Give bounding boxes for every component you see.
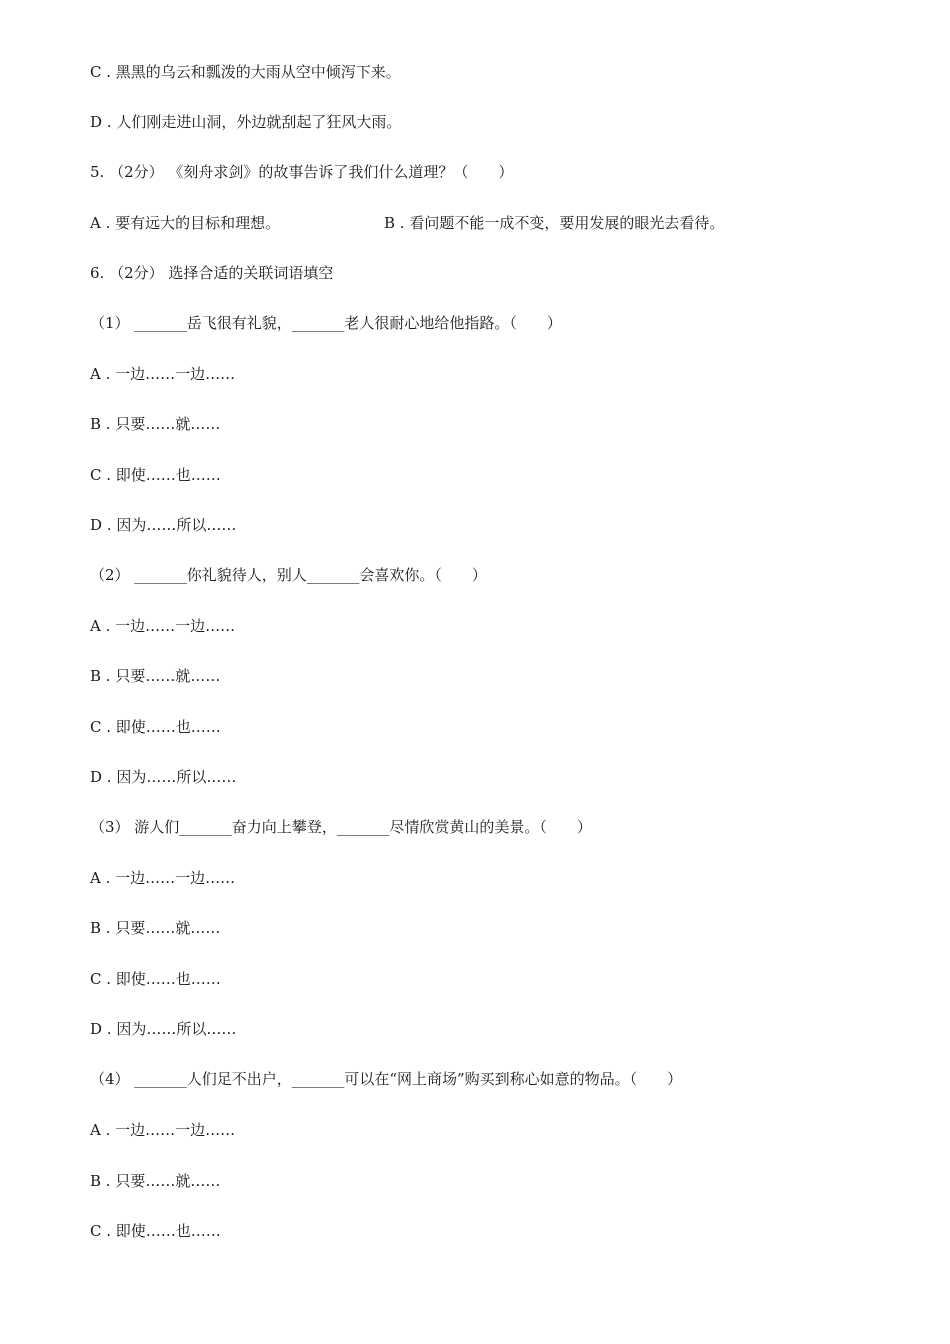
q6-sub4-option-b: B . 只要……就…… [90, 1172, 221, 1190]
q6-sub3-option-a: A . 一边……一边…… [90, 869, 236, 887]
q6-sub2-option-c: C . 即使……也…… [90, 718, 221, 736]
q6-sub1-option-c: C . 即使……也…… [90, 466, 221, 484]
q6-stem: 6. （2分） 选择合适的关联词语填空 [90, 264, 334, 282]
q4-option-d: D . 人们刚走进山洞，外边就刮起了狂风大雨。 [90, 113, 402, 131]
q6-sub3-option-c: C . 即使……也…… [90, 970, 221, 988]
q6-sub1-option-d: D . 因为……所以…… [90, 516, 237, 534]
q6-sub2-option-a: A . 一边……一边…… [90, 617, 236, 635]
q6-sub4-option-a: A . 一边……一边…… [90, 1121, 236, 1139]
q5-option-b: B . 看问题不能一成不变，要用发展的眼光去看待。 [384, 214, 725, 232]
q6-sub4-stem: （4） _______人们足不出户，_______可以在“网上商场”购买到称心如意的物品。（ ） [90, 1070, 683, 1088]
q4-option-c: C . 黑黑的乌云和瓢泼的大雨从空中倾泻下来。 [90, 63, 401, 81]
q6-sub1-option-a: A . 一边……一边…… [90, 365, 236, 383]
q6-sub2-option-b: B . 只要……就…… [90, 667, 221, 685]
q6-sub2-option-d: D . 因为……所以…… [90, 768, 237, 786]
q6-sub3-option-d: D . 因为……所以…… [90, 1020, 237, 1038]
q6-sub4-option-c: C . 即使……也…… [90, 1222, 221, 1240]
q5-option-a: A . 要有远大的目标和理想。 [90, 214, 281, 232]
q6-sub3-option-b: B . 只要……就…… [90, 919, 221, 937]
q6-sub1-stem: （1） _______岳飞很有礼貌，_______老人很耐心地给他指路。（ ） [90, 314, 562, 332]
q6-sub3-stem: （3） 游人们_______奋力向上攀登，_______尽情欣赏黄山的美景。（ ） [90, 818, 592, 836]
q6-sub1-option-b: B . 只要……就…… [90, 415, 221, 433]
q6-sub2-stem: （2） _______你礼貌待人，别人_______会喜欢你。（ ） [90, 566, 487, 584]
q5-stem: 5. （2分） 《刻舟求剑》的故事告诉了我们什么道理？（ ） [90, 163, 514, 181]
